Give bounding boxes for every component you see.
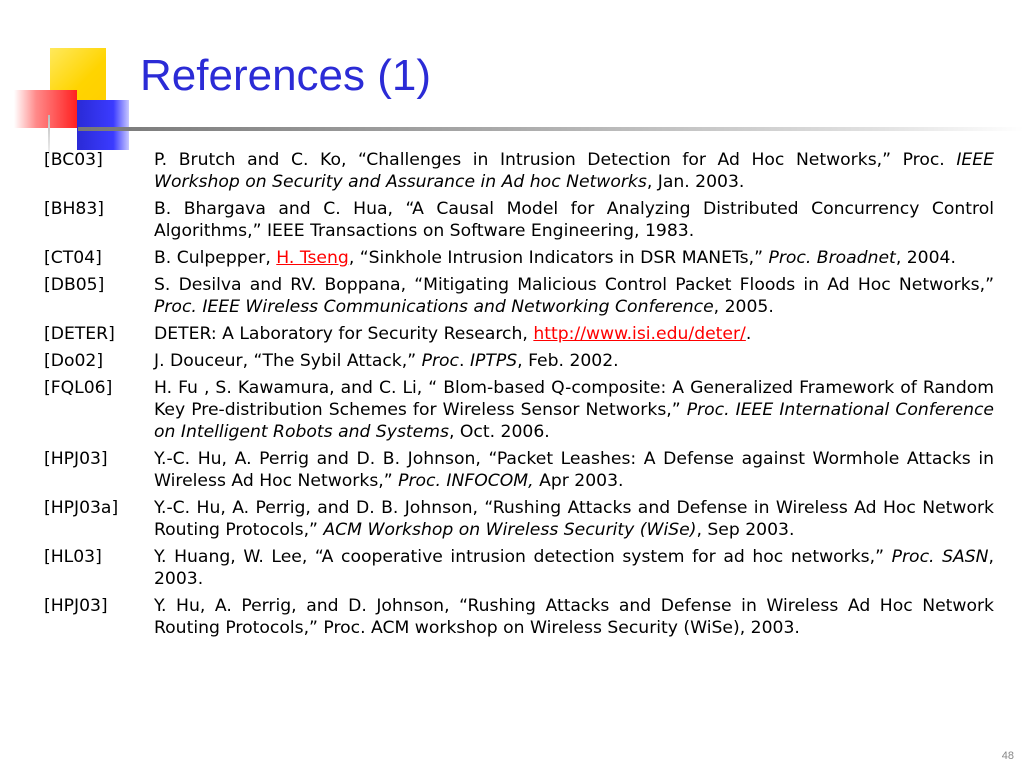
reference-text: , “Sinkhole Intrusion Indicators in DSR MANETs,” [348, 248, 769, 268]
reference-key: [HPJ03a] [44, 498, 119, 518]
reference-citation [154, 323, 994, 345]
reference-key: [DB05] [44, 275, 105, 295]
reference-citation [154, 350, 994, 372]
reference-text: , 2003. [154, 547, 995, 589]
reference-venue: Proc. IEEE Wireless Communications and Networking Conference [154, 297, 714, 317]
reference-text: Y. Hu, A. Perrig, and D. Johnson, “Rushing Attacks and Defense in Wireless Ad Hoc Network Routing Protocols,” Proc. ACM workshop on Wireless Security (WiSe), 2003. [154, 596, 994, 638]
reference-key: [BH83] [44, 199, 104, 219]
reference-citation [154, 149, 994, 193]
reference-item [44, 595, 994, 639]
reference-item [44, 497, 994, 541]
reference-citation [154, 595, 994, 639]
reference-text: J. Douceur, “The Sybil Attack,” [154, 351, 422, 371]
slide-title: References (1) [140, 51, 432, 100]
reference-key: [CT04] [44, 248, 102, 268]
reference-key: [FQL06] [44, 378, 113, 398]
reference-text: Y.-C. Hu, A. Perrig, and D. B. Johnson, “Rushing Attacks and Defense in Wireless Ad Hoc Network Routing Protocols,” [154, 498, 994, 540]
reference-venue: Proc. SASN [891, 547, 989, 567]
reference-item [44, 377, 994, 443]
reference-item [44, 247, 994, 269]
reference-key: [HPJ03] [44, 449, 108, 469]
reference-text: Y.-C. Hu, A. Perrig and D. B. Johnson, “Packet Leashes: A Defense against Wormhole Attacks in Wireless Ad Hoc Networks,” [154, 449, 994, 491]
reference-venue: Proc. INFOCOM, [398, 471, 534, 491]
reference-key: [BC03] [44, 150, 103, 170]
reference-text: B. Bhargava and C. Hua, “A Causal Model for Analyzing Distributed Concurrency Control Algorithms,” IEEE Transactions on Software Engineering, 1983. [154, 199, 994, 241]
page-number: 48 [1001, 750, 1014, 762]
reference-item [44, 149, 994, 193]
reference-citation [154, 497, 994, 541]
reference-key: [DETER] [44, 324, 115, 344]
reference-link[interactable]: http://www.isi.edu/deter/ [533, 324, 746, 344]
reference-key: [Do02] [44, 351, 104, 371]
reference-text: P. Brutch and C. Ko, “Challenges in Intrusion Detection for Ad Hoc Networks,” Proc. [154, 150, 957, 170]
reference-citation [154, 274, 994, 318]
title-underline [78, 127, 1024, 131]
reference-text: S. Desilva and RV. Boppana, “Mitigating Malicious Control Packet Floods in Ad Hoc Networks,” [154, 275, 994, 295]
reference-text: , Oct. 2006. [448, 422, 550, 442]
decorative-blue-square [77, 100, 129, 150]
reference-key: [HL03] [44, 547, 102, 567]
reference-text: , 2004. [895, 248, 956, 268]
reference-text: DETER: A Laboratory for Security Research, [154, 324, 534, 344]
reference-item [44, 274, 994, 318]
reference-item [44, 323, 994, 345]
decorative-red-bar [14, 90, 77, 128]
reference-text: H. Fu , S. Kawamura, and C. Li, “ Blom-based Q-composite: A Generalized Framework of Random Key Pre-distribution Schemes for Wireless Sensor Networks,” [154, 378, 994, 420]
reference-venue: Proc. Broadnet [768, 248, 896, 268]
reference-text: , Sep 2003. [696, 520, 795, 540]
reference-text: , Feb. 2002. [517, 351, 619, 371]
reference-venue: IEEE Workshop on Security and Assurance in Ad hoc Networks [154, 150, 994, 192]
reference-link[interactable]: H. Tseng [276, 248, 349, 268]
reference-text: Y. Huang, W. Lee, “A cooperative intrusion detection system for ad hoc networks,” [154, 547, 892, 567]
reference-citation [154, 247, 994, 269]
reference-citation [154, 546, 994, 590]
reference-text: B. Culpepper, [154, 248, 277, 268]
reference-venue: IPTPS [469, 351, 518, 371]
reference-citation [154, 448, 994, 492]
reference-item [44, 350, 994, 372]
reference-venue: ACM Workshop on Wireless Security (WiSe) [323, 520, 697, 540]
reference-text: Apr 2003. [533, 471, 624, 491]
reference-key: [HPJ03] [44, 596, 108, 616]
reference-item [44, 198, 994, 242]
reference-item [44, 448, 994, 492]
reference-venue: Proc [421, 351, 459, 371]
reference-citation [154, 377, 994, 443]
reference-item [44, 546, 994, 590]
reference-text: , 2005. [713, 297, 774, 317]
reference-text: . [459, 351, 470, 371]
reference-text: , Jan. 2003. [646, 172, 745, 192]
reference-venue: Proc. IEEE International Conference on Intelligent Robots and Systems [154, 400, 994, 442]
reference-list [44, 149, 994, 644]
reference-citation [154, 198, 994, 242]
reference-text: . [745, 324, 752, 344]
